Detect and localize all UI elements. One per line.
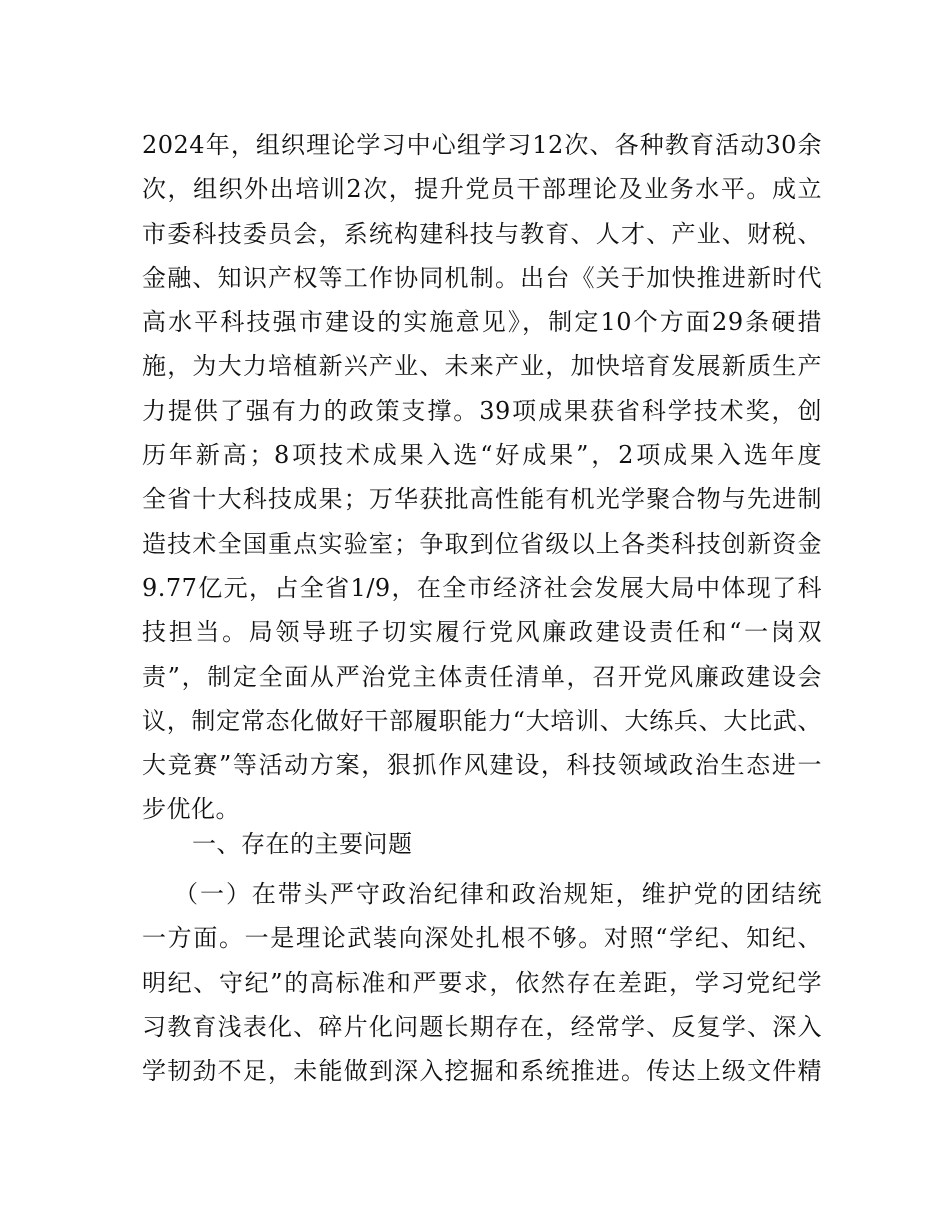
section-heading-text: 一、存在的主要问题 <box>192 830 413 858</box>
body-paragraph <box>142 872 822 1093</box>
paragraph-line: 次，组织外出培训2次，提升党员干部理论及业务水平。成立 <box>142 175 822 204</box>
paragraph-line: 施，为大力培植新兴产业、未来产业，加快培育发展新质生产 <box>142 352 822 381</box>
paragraph-line: 大竞赛”等活动方案，狠抓作风建设，科技领域政治生态进一 <box>142 751 822 780</box>
paragraph-line: （一）在带头严守政治纪律和政治规矩，维护党的团结统 <box>174 880 822 908</box>
paragraph-line: 力提供了强有力的政策支撑。39项成果获省科学技术奖，创 <box>142 396 822 425</box>
paragraph-line: 高水平科技强市建设的实施意见》，制定10个方面29条硬措 <box>142 308 822 337</box>
paragraph-line: 明纪、守纪”的高标准和严要求，依然存在差距，学习党纪学 <box>142 968 822 997</box>
paragraph-line: 历年新高；8项技术成果入选“好成果”，2项成果入选年度 <box>142 441 822 470</box>
paragraph-line: 2024年，组织理论学习中心组学习12次、各种教育活动30余 <box>142 131 822 159</box>
paragraph-line: 学韧劲不足，未能做到深入挖掘和系统推进。传达上级文件精 <box>142 1057 822 1086</box>
paragraph-line: 全省十大科技成果；万华获批高性能有机光学聚合物与先进制 <box>142 485 822 514</box>
paragraph-line: 议，制定常态化做好干部履职能力“大培训、大练兵、大比武、 <box>142 706 822 735</box>
paragraph-line: 一方面。一是理论武装向深处扎根不够。对照“学纪、知纪、 <box>142 924 822 953</box>
paragraph-line: 金融、知识产权等工作协同机制。出台《关于加快推进新时代 <box>142 263 822 292</box>
paragraph-line: 技担当。局领导班子切实履行党风廉政建设责任和“一岗双 <box>142 618 822 647</box>
body-paragraph <box>142 123 822 832</box>
section-heading <box>142 822 822 866</box>
paragraph-line: 市委科技委员会，系统构建科技与教育、人才、产业、财税、 <box>142 219 822 248</box>
paragraph-line: 造技术全国重点实验室；争取到位省级以上各类科技创新资金 <box>142 529 822 558</box>
paragraph-line: 习教育浅表化、碎片化问题长期存在，经常学、反复学、深入 <box>142 1012 822 1041</box>
paragraph-line: 步优化。 <box>142 795 240 824</box>
paragraph-line: 责”，制定全面从严治党主体责任清单，召开党风廉政建设会 <box>142 662 822 691</box>
paragraph-line: 9.77亿元，占全省1/9，在全市经济社会发展大局中体现了科 <box>142 573 822 602</box>
